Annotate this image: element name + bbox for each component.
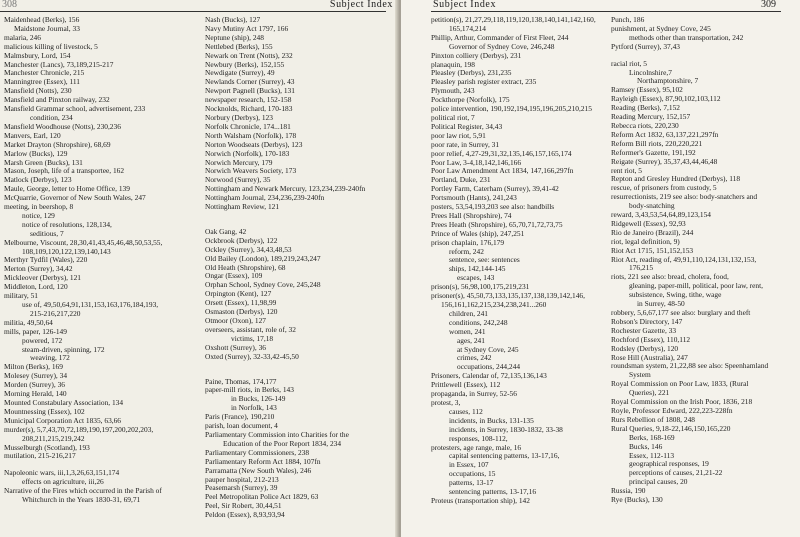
index-entry: Reading Mercury, 152,157: [611, 112, 691, 122]
index-entry: condition, 234: [30, 112, 73, 122]
index-entry: Manningtree (Essex), 111: [4, 77, 81, 87]
index-entry: mutilation, 215-216,217: [4, 451, 76, 461]
index-entry: responses, 108-112,: [449, 433, 508, 443]
index-entry: Oxshott (Surrey), 36: [205, 342, 266, 352]
index-entry: gleaning, paper-mill, political, poor law, rent,: [629, 281, 764, 291]
index-entry: Old Heath (Shropshire), 68: [205, 262, 286, 272]
index-entry: Orpington (Kent), 127: [205, 289, 272, 299]
index-entry: Peasemarsh (Surrey), 39: [205, 483, 278, 493]
index-entry: Proteus (transportation ship), 142: [431, 495, 530, 505]
header-rule-right: [431, 11, 781, 12]
index-entry: Mansfield and Pinxton railway, 232: [4, 95, 110, 105]
index-entry: Portsmouth (Hants), 241,243: [431, 193, 517, 203]
index-entry: Norwood (Surrey), 35: [205, 175, 271, 185]
index-entry: incidents, in Bucks, 131-135: [449, 415, 534, 425]
index-entry: resurrectionists, 219 see also: body-snatchers and: [611, 192, 758, 202]
index-entry: Rurs Rebellion of 1808, 248: [611, 414, 695, 424]
index-entry: System: [629, 370, 651, 380]
index-entry: prison chaplain, 176,179: [431, 237, 505, 247]
index-entry: Parliamentary Commission into Charities for the: [205, 429, 349, 439]
index-entry: Ongar (Essex), 109: [205, 271, 263, 281]
index-entry: Pleasley parish register extract, 235: [431, 77, 537, 87]
index-entry: geographical responses, 19: [629, 459, 709, 469]
index-entry: Milton (Berks), 169: [4, 362, 63, 372]
index-entry: 165,174,214: [449, 23, 486, 33]
index-entry: prison(s), 56,98,100,175,219,231: [431, 282, 530, 292]
index-entry: Phillip, Arthur, Commander of First Fleet, 244: [431, 32, 569, 42]
index-entry: Merthyr Tydfil (Wales), 220: [4, 255, 88, 265]
index-entry: Matlock (Derbys), 123: [4, 175, 72, 185]
index-entry: causes, 112: [449, 406, 483, 416]
index-entry: Prittlewell (Essex), 112: [431, 380, 501, 390]
index-entry: occupations, 244,244: [457, 362, 521, 372]
index-entry: Rye (Bucks), 130: [611, 495, 663, 505]
index-column: [4, 16, 204, 505]
right-page: [401, 0, 800, 537]
index-entry: body-snatching: [629, 201, 675, 211]
index-entry: poor law riot, 5,91: [431, 130, 486, 140]
index-entry: Reigate (Surrey), 35,37,43,44,46,48: [611, 156, 718, 166]
index-entry: powered, 172: [22, 335, 63, 345]
index-entry: robbery, 5,6,67,177 see also: burglary and theft: [611, 308, 751, 317]
index-entry: Education of the Poor Report 1834, 234: [223, 438, 342, 448]
index-entry: Rochester Gazette, 33: [611, 325, 677, 335]
index-entry: Oak Gang, 42: [205, 226, 247, 236]
index-entry: North Walsham (Norfolk), 178: [205, 130, 297, 140]
index-entry: murder(s), 5,7,43,70,72,189,190,197,200,202,203,: [4, 424, 154, 434]
index-entry: Portley Farm, Caterham (Surrey), 39,41-42: [431, 184, 559, 194]
index-entry: Maidenhead (Berks), 156: [4, 15, 80, 24]
index-entry: ages, 241: [457, 335, 485, 345]
index-entry: McQuarrie, Governor of New South Wales, 247: [4, 193, 146, 203]
index-entry: meeting, in beershop, 8: [4, 202, 74, 212]
index-entry: Newport Pagnell (Bucks), 131: [205, 86, 295, 96]
index-entry: Peel Metropolitan Police Act 1829, 63: [205, 492, 319, 502]
index-entry: planaquin, 198: [431, 59, 475, 69]
index-entry: riots, 221 see also: bread, cholera, food,: [611, 272, 729, 282]
left-page: [0, 0, 399, 537]
index-entry: Paine, Thomas, 174,177: [205, 376, 277, 386]
running-head-left: Subject Index: [329, 0, 393, 10]
index-entry: roundsman system, 21,22,88 see also: Speenhamland: [611, 361, 769, 371]
index-entry: Navy Mutiny Act 1797, 166: [205, 23, 289, 33]
index-entry: Poor Law, 3-4,18,142,146,166: [431, 157, 522, 167]
index-entry: methods other than transportation, 242: [629, 32, 744, 42]
index-entry: Middleton, Lord, 120: [4, 282, 68, 292]
index-entry: Rio de Janeiro (Brazil), 244: [611, 227, 694, 237]
index-entry: sentence, see: sentences: [449, 255, 520, 265]
index-entry: women, 241: [449, 326, 486, 336]
index-entry: Nottingham Review, 121: [205, 202, 280, 212]
index-entry: Municipal Corporation Act 1835, 63,66: [4, 415, 122, 425]
index-entry: Mickleover (Derbys), 121: [4, 273, 81, 283]
index-entry: Newbury (Berks), 152,155: [205, 59, 285, 69]
index-entry: Melbourne, Viscount, 28,30,41,43,45,46,48,50,53,55,: [4, 237, 163, 247]
index-entry: Pockthorpe (Norfolk), 175: [431, 95, 510, 105]
index-entry: Prisoners, Calendar of, 72,135,136,143: [431, 371, 547, 381]
index-entry: crimes, 242: [457, 353, 492, 363]
index-entry: Manvers, Earl, 120: [4, 130, 61, 140]
index-entry: Rayleigh (Essex), 87,90,102,103,112: [611, 94, 721, 104]
index-entry: Mason, Joseph, life of a transportee, 162: [4, 166, 125, 176]
index-entry: political riot, 7: [431, 112, 475, 122]
index-entry: Parramatta (New South Wales), 246: [205, 465, 312, 475]
index-entry: subsistence, Swing, tithe, wage: [629, 290, 722, 300]
index-entry: Russia, 190: [611, 486, 646, 496]
index-entry: Poor Law Amendment Act 1834, 147,166,297fn: [431, 166, 574, 176]
index-entry: Orsett (Essex), 11,98,99: [205, 298, 277, 308]
index-column: [611, 16, 796, 505]
index-entry: Prince of Wales (ship), 247,251: [431, 228, 525, 238]
index-entry: punishment, at Sydney Cove, 245: [611, 23, 711, 33]
index-entry: patterns, 13-17: [449, 478, 494, 488]
index-entry: Governor of Sydney Cove, 246,248: [449, 41, 555, 51]
index-entry: capital sentencing patterns, 13-17,16,: [449, 451, 560, 461]
index-entry: Maidstone Journal, 33: [14, 23, 80, 33]
index-column: [431, 16, 611, 506]
index-entry: Rodsley (Derbys), 120: [611, 343, 679, 353]
index-entry: escapes, 143: [457, 273, 495, 283]
index-entry: military, 51: [4, 291, 39, 301]
index-entry: Nash (Bucks), 127: [205, 15, 261, 24]
page-number-left: 308: [2, 0, 17, 10]
index-entry: malicious killing of livestock, 5: [4, 41, 98, 51]
index-entry: Nottingham Journal, 234,236,239-240fn: [205, 193, 325, 203]
index-entry: Manchester (Lancs), 73,189,215-217: [4, 59, 114, 69]
index-entry: Norwich Weavers Society, 173: [205, 166, 297, 176]
index-entry: in Surrey, 48-50: [637, 299, 685, 309]
index-entry: Pytford (Surrey), 37,43: [611, 41, 680, 51]
index-entry: Norwich (Norfolk), 170-183: [205, 148, 290, 158]
index-entry: Lincolnshire,7: [629, 67, 672, 77]
index-entry: Nettlebed (Berks), 155: [205, 41, 273, 51]
index-entry: notice of resolutions, 128,134,: [22, 219, 112, 229]
index-entry: incidents, in Surrey, 1830-1832, 33-38: [449, 424, 563, 434]
index-entry: Rural Queries, 9,18-22,146,150,165,220: [611, 423, 731, 433]
index-entry: Northamptonshire, 7: [637, 76, 699, 86]
header-rule-left: [0, 11, 386, 12]
index-entry: propaganda, in Surrey, 52-56: [431, 389, 517, 399]
page-number-right: 309: [761, 0, 776, 10]
index-entry: Neptune (ship), 248: [205, 32, 264, 42]
index-entry: Ockbrook (Derbys), 122: [205, 235, 278, 245]
index-entry: poor relief, 4,27-29,31,32,135,146,157,165,174: [431, 148, 572, 158]
index-entry: Market Drayton (Shropshire), 68,69: [4, 139, 111, 149]
index-entry: weaving, 172: [30, 353, 70, 363]
index-entry: Norton Woodseats (Derbys), 123: [205, 139, 303, 149]
index-entry: Mountnessing (Essex), 102: [4, 406, 85, 416]
index-entry: Norfolk Chronicle, 174...181: [205, 121, 291, 131]
index-entry: Mansfield Grammar school, advertisement, 233: [4, 104, 146, 114]
index-entry: sentencing patterns, 13-17,16: [449, 487, 537, 497]
index-entry: Molesey (Surrey), 34: [4, 371, 68, 381]
index-entry: reward, 3,43,53,54,64,89,123,154: [611, 210, 711, 220]
index-entry: Old Bailey (London), 189,219,243,247: [205, 253, 321, 263]
index-entry: Newark on Trent (Notts), 232: [205, 50, 293, 60]
index-entry: Morning Herald, 140: [4, 389, 67, 399]
index-entry: Ramsey (Essex), 95,102: [611, 85, 683, 95]
index-entry: Nocknolds, Richard, 170-183: [205, 104, 293, 114]
index-entry: Mansfield Woodhouse (Notts), 230,236: [4, 121, 121, 131]
index-entry: occupations, 15: [449, 469, 496, 479]
index-entry: steam-driven, spinning, 172: [22, 344, 105, 354]
index-entry: 156,161,162,215,234,238,241...260: [441, 300, 547, 309]
index-entry: Robson's Directory, 147: [611, 316, 683, 326]
index-entry: Reformer's Gazette, 191,192: [611, 147, 696, 157]
index-entry: Marlow (Bucks), 129: [4, 148, 68, 158]
index-column: [205, 16, 395, 520]
index-entry: Musselburgh (Scotland), 193: [4, 442, 90, 452]
index-entry: at Sydney Cove, 245: [457, 344, 519, 354]
index-entry: Punch, 186: [611, 15, 645, 24]
index-entry: Marsh Green (Bucks), 131: [4, 157, 83, 167]
index-entry: prisoner(s), 45,50,73,133,135,137,138,139,142,146,: [431, 291, 585, 301]
index-entry: Orphan School, Sydney Cove, 245,248: [205, 280, 321, 290]
index-entry: protesters, age range, male, 16: [431, 442, 522, 452]
index-entry: Repton and Gresley Hundred (Derbys), 118: [611, 174, 741, 184]
index-entry: 176,215: [629, 263, 654, 273]
index-entry: Royal Commission on the Irish Poor, 1836, 218: [611, 397, 753, 407]
index-entry: overseers, assistant, role of, 32: [205, 324, 296, 334]
index-entry: Riot Act 1715, 151,152,153: [611, 245, 694, 255]
index-entry: Queries), 221: [629, 388, 670, 398]
index-entry: rent riot, 5: [611, 165, 642, 175]
index-entry: principal causes, 20: [629, 477, 688, 487]
index-entry: Malmsbury, Lord, 154: [4, 50, 71, 60]
index-entry: poor rate, in Surrey, 31: [431, 139, 500, 149]
index-entry: Peel, Sir Robert, 30,44,51: [205, 501, 282, 511]
index-entry: Royle, Professor Edward, 222,223-228fn: [611, 405, 733, 415]
index-entry: racial riot, 5: [611, 58, 647, 68]
index-entry: Mansfield (Notts), 230: [4, 86, 72, 96]
index-entry: 215-216,217,220: [30, 308, 81, 318]
index-entry: Reform Act 1832, 63,137,221,297fn: [611, 129, 719, 139]
index-entry: Manchester Chronicle, 215: [4, 68, 85, 78]
index-entry: pauper hospital, 212-213: [205, 474, 279, 484]
section-gap: [205, 212, 395, 220]
index-entry: 208,211,215,219,242: [22, 433, 85, 443]
running-head-right: Subject Index: [433, 0, 497, 10]
index-entry: Newlands Corner (Surrey), 43: [205, 77, 295, 87]
index-entry: Rochford (Essex), 110,112: [611, 334, 691, 344]
index-entry: conditions, 242,248: [449, 317, 508, 327]
index-entry: Whitchurch in the Years 1830-31, 69,71: [22, 495, 141, 505]
index-entry: Maule, George, letter to Home Office, 139: [4, 184, 130, 194]
index-entry: Osmaston (Derbys), 120: [205, 307, 278, 317]
index-entry: Reform Bill riots, 220,220,221: [611, 138, 703, 148]
index-entry: Pinxton colliery (Derbys), 231: [431, 50, 522, 60]
index-entry: Portland, Duke, 231: [431, 175, 491, 185]
index-entry: Essex, 112-113: [629, 450, 675, 460]
index-entry: Rose Hill (Australia), 247: [611, 352, 688, 362]
index-entry: Mounted Constabulary Association, 134: [4, 397, 124, 407]
index-entry: Norbury (Derbys), 123: [205, 112, 273, 122]
index-entry: Ockley (Surrey), 34,43,48,53: [205, 244, 292, 254]
index-entry: riot, legal definition, 9): [611, 236, 680, 246]
index-entry: rescue, of prisoners from custody, 5: [611, 183, 717, 193]
index-entry: use of, 49,50,64,91,131,153,163,176,184,193,: [22, 300, 159, 309]
index-entry: Narrative of the Fires which occurred in the Parish of: [4, 486, 162, 496]
index-entry: Norwich Mercury, 179: [205, 157, 273, 167]
index-entry: Newdigate (Surrey), 49: [205, 68, 275, 78]
index-entry: Berks, 168-169: [629, 432, 675, 442]
index-entry: Ridgewell (Essex), 92,93: [611, 218, 686, 228]
index-entry: reform, 242: [449, 246, 484, 256]
index-entry: Reading (Berks), 7,152: [611, 103, 680, 113]
index-entry: Oxted (Surrey), 32-33,42-45,50: [205, 351, 299, 361]
index-entry: Morden (Surrey), 36: [4, 380, 65, 390]
index-entry: militia, 49,50,64: [4, 317, 53, 327]
index-entry: Nottingham and Newark Mercury, 123,234,239-240fn: [205, 184, 366, 194]
index-entry: children, 241: [449, 308, 488, 318]
index-entry: parish, loan document, 4: [205, 421, 278, 431]
index-entry: Prees Heath (Shropshire), 65,70,71,72,73,75: [431, 219, 563, 229]
index-entry: perceptions of causes, 21,21-22: [629, 468, 723, 478]
section-gap: [205, 362, 395, 370]
index-entry: Otmoor (Oxon), 127: [205, 316, 266, 325]
index-entry: mills, paper, 126-149: [4, 326, 67, 336]
index-entry: effects on agriculture, iii,26: [22, 477, 104, 487]
index-entry: Pleasley (Derbys), 231,235: [431, 68, 512, 78]
index-entry: Royal Commission on Poor Law, 1833, (Rural: [611, 379, 749, 389]
index-entry: Rebecca riots, 220,230: [611, 120, 679, 130]
index-entry: notice, 129: [22, 210, 55, 220]
index-entry: Parliamentary Reform Act 1884, 107fn: [205, 456, 321, 466]
index-entry: petition(s), 21,27,29,118,119,120,138,140,141,142,160,: [431, 15, 596, 24]
index-entry: paper-mill riots, in Berks, 143: [205, 385, 294, 395]
index-entry: ships, 142,144-145: [449, 264, 506, 274]
index-entry: Riot Act, reading of, 49,91,110,124,131,132,153,: [611, 254, 757, 264]
index-entry: seditious, 7: [30, 228, 64, 238]
index-entry: police intervention, 190,192,194,195,196,205,210,215: [431, 104, 592, 114]
index-entry: newspaper research, 152-158: [205, 95, 292, 105]
index-entry: Merton (Surrey), 34,42: [4, 264, 73, 274]
index-entry: Peldon (Essex), 8,93,93,94: [205, 510, 285, 520]
index-entry: Bucks, 146: [629, 441, 663, 451]
index-entry: posters, 53,54,193,203 see also: handbills: [431, 202, 555, 212]
index-entry: protest, 3,: [431, 397, 461, 407]
index-entry: victims, 17,18: [231, 333, 274, 343]
index-entry: in Norfolk, 143: [231, 403, 277, 413]
index-entry: Napoleonic wars, iii,1,3,26,63,151,174: [4, 468, 120, 478]
index-entry: Political Register, 34,43: [431, 121, 503, 131]
index-entry: Plymouth, 243: [431, 86, 475, 96]
index-entry: 108,109,120,122,139,140,143: [22, 246, 111, 256]
index-entry: Parliamentary Commissioners, 238: [205, 447, 310, 457]
index-entry: Prees Hall (Shropshire), 74: [431, 210, 512, 220]
index-entry: Paris (France), 190,210: [205, 412, 275, 422]
index-entry: in Bucks, 126-149: [231, 394, 286, 404]
index-entry: in Essex, 107: [449, 460, 489, 470]
index-entry: malaria, 246: [4, 32, 41, 42]
